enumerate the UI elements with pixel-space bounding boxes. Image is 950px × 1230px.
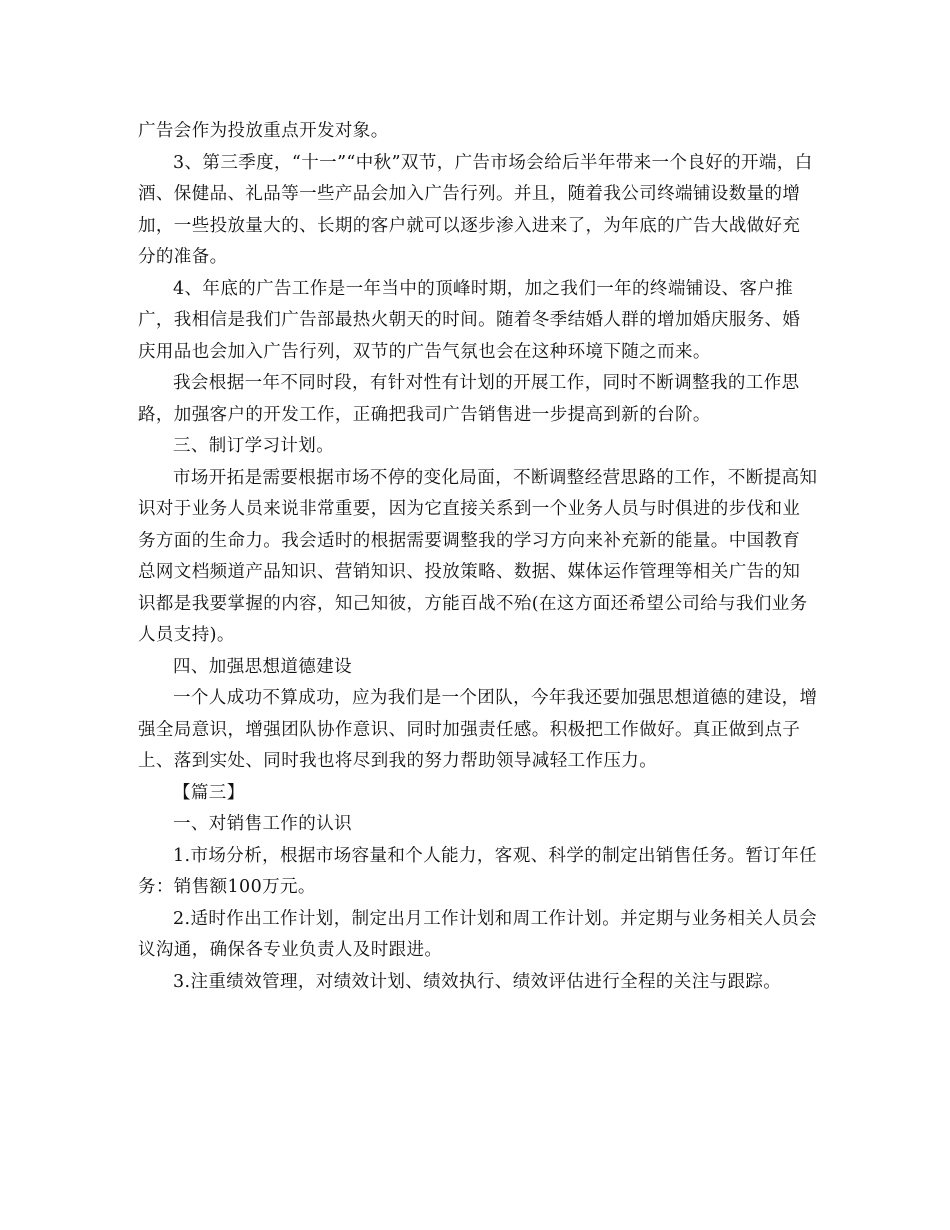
paragraph: 我会根据一年不同时段，有针对性有计划的开展工作，同时不断调整我的工作思路，加强客户的开发工作，正确把我司广告销售进一步提高到新的台阶。 [138,373,800,425]
section-heading: 四、加强思想道德建设 [173,656,352,677]
list-item: 3.注重绩效管理，对绩效计划、绩效执行、绩效评估进行全程的关注与跟踪。 [173,971,782,992]
list-item: 2.适时作出工作计划，制定出月工作计划和周工作计划。并定期与业务相关人员会议沟通，确保各专业负责人及时跟进。 [138,908,817,960]
paragraph: 4、年底的广告工作是一年当中的顶峰时期，加之我们一年的终端铺设、客户推广，我相信是我们广告部最热火朝天的时间。随着冬季结婚人群的增加婚庆服务、婚庆用品也会加入广告行列，双节的广告气氛也会在这种环境下随之而来。 [138,278,801,362]
section-heading: 三、制订学习计划。 [173,436,335,456]
section-heading: 一、对销售工作的认识 [173,814,352,834]
paragraph: 市场开拓是需要根据市场不停的变化局面，不断调整经营思路的工作，不断提高知识对于业务人员来说非常重要，因为它直接关系到一个业务人员与时俱进的步伐和业务方面的生命力。我会适时的根据需要调整我的学习方向来补充新的能量。中国教育总网文档频道产品知识、营销知识、投放策略、数据、媒体运作管理等相关广告的知识都是我要掌握的内容，知己知彼，方能百战不殆(在这方面还希望公司给与我们业务人员支持)。 [138,467,818,645]
paragraph: 3、第三季度，“十一”“中秋”双节，广告市场会给后半年带来一个良好的开端，白酒、保健品、礼品等一些产品会加入广告行列。并且，随着我公司终端铺设数量的增加，一些投放量大的、长期的客户就可以逐步渗入进来了，为年底的广告大战做好充分的准备。 [138,152,813,267]
document-body [138,116,818,998]
list-item: 1.市场分析，根据市场容量和个人能力，客观、科学的制定出销售任务。暂订年任务：销售额100万元。 [138,845,817,897]
part-heading: 【篇三】 [173,782,245,803]
paragraph: 一个人成功不算成功，应为我们是一个团队，今年我还要加强思想道德的建设，增强全局意识，增强团队协作意识、同时加强责任感。积极把工作做好。真正做到点子上、落到实处、同时我也将尽到我的努力帮助领导减轻工作压力。 [138,688,818,771]
paragraph: 广告会作为投放重点开发对象。 [138,121,389,141]
